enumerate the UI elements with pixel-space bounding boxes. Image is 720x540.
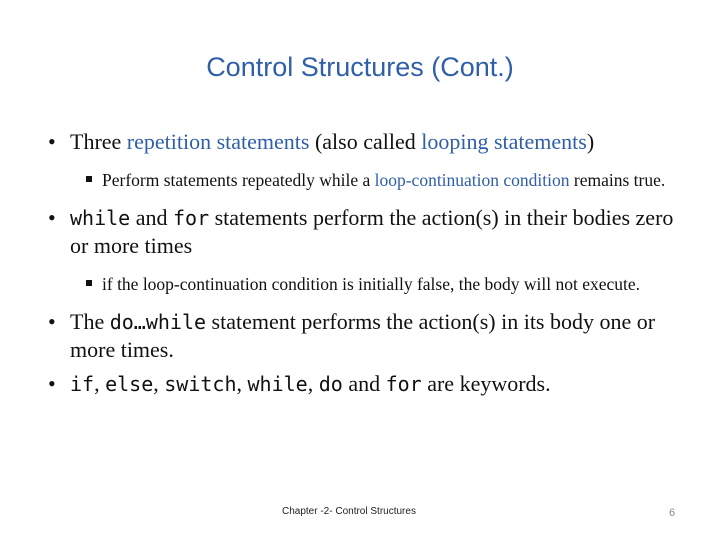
slide-title: Control Structures (Cont.) (206, 52, 514, 82)
bullet-dot-icon: • (48, 129, 56, 154)
bullet-text: The (70, 309, 110, 334)
sub-bullet-text: if the loop-continuation condition is initially false, the body will not execute. (102, 274, 641, 294)
sub-bullet-perform-statements (48, 168, 688, 192)
bullet-keywords (48, 370, 688, 398)
bullet-repetition-statements (48, 128, 688, 156)
keyword-do-while: do…while (109, 310, 207, 334)
keyword-while: while (247, 372, 308, 396)
keyword-for: for (385, 372, 422, 396)
bullet-text: statements perform the action(s) in their bodies zero or more times (70, 205, 674, 258)
bullet-text: , (236, 371, 248, 396)
keyword-while: while (70, 206, 131, 230)
term-loop-continuation-condition: loop-continuation condition (374, 170, 570, 190)
bullet-dot-icon: • (48, 371, 56, 396)
page-number: 6 (669, 507, 676, 519)
footer-chapter-label: Chapter -2- Control Structures (282, 506, 416, 517)
bullet-text: ) (586, 129, 595, 154)
bullet-text: , (153, 371, 165, 396)
bullet-text: are keywords. (421, 371, 551, 396)
sub-bullet-text: Perform statements repeatedly while a (102, 170, 375, 190)
bullet-dot-icon: • (48, 205, 56, 230)
bullet-text: , (94, 371, 106, 396)
keyword-do: do (318, 372, 343, 396)
bullet-text: Three (70, 129, 127, 154)
bullet-text: (also called (309, 129, 422, 154)
term-looping-statements: looping statements (421, 129, 587, 154)
slide-content (48, 128, 688, 398)
bullet-dot-icon: • (48, 309, 56, 334)
bullet-do-while (48, 308, 688, 364)
keyword-if: if (70, 372, 95, 396)
square-bullet-icon (86, 176, 92, 182)
sub-bullet-initially-false (48, 272, 688, 296)
square-bullet-icon (86, 280, 92, 286)
term-repetition-statements: repetition statements (126, 129, 310, 154)
bullet-text: statement performs the action(s) in its body one or more times. (70, 309, 656, 362)
bullet-text: and (342, 371, 386, 396)
keyword-else: else (105, 372, 154, 396)
bullet-text: , (307, 371, 319, 396)
keyword-switch: switch (164, 372, 237, 396)
bullet-text: and (130, 205, 173, 230)
keyword-for: for (172, 206, 210, 230)
sub-bullet-text: remains true. (569, 170, 666, 190)
bullet-while-for (48, 204, 688, 260)
